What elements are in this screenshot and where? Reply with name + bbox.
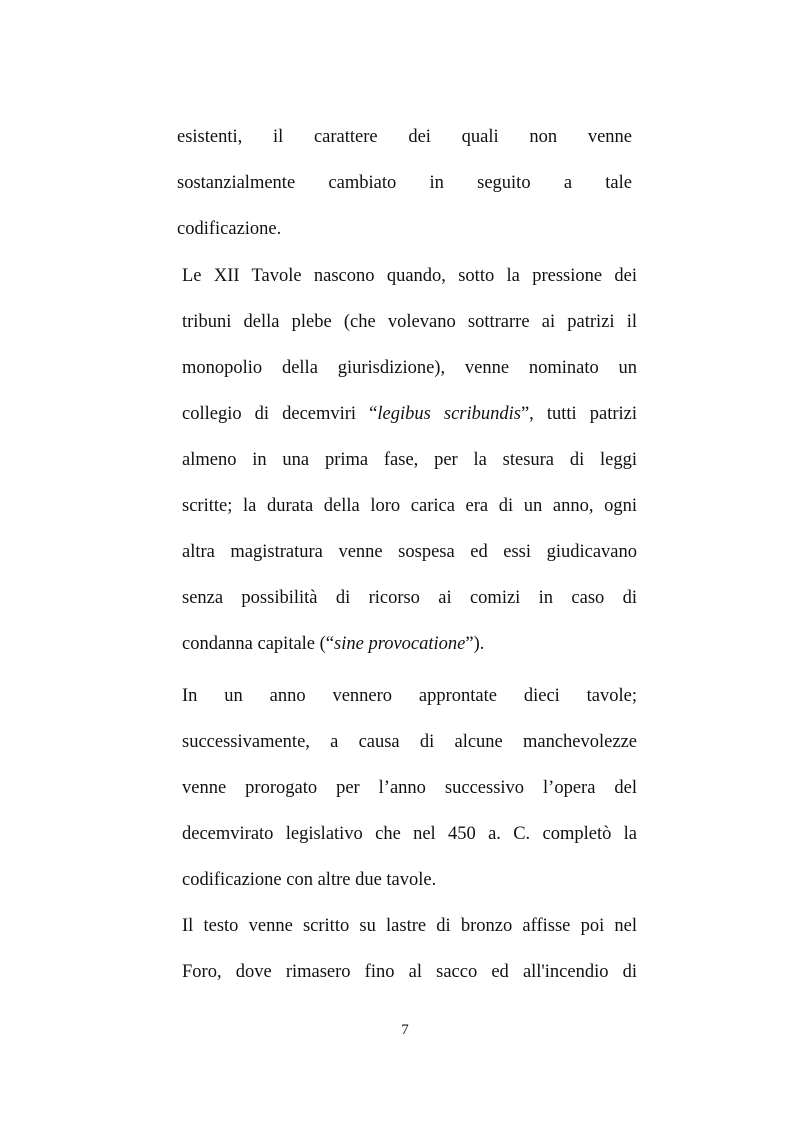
- text-line: [177, 206, 632, 252]
- latin-phrase: sine provocatione: [334, 634, 466, 654]
- text-line: [182, 483, 637, 529]
- text-line: [177, 160, 632, 206]
- paragraph-3: [182, 673, 637, 903]
- text-segment: decemvirato legislativo che nel 450 a. C. completò la: [182, 824, 637, 844]
- text-line: [177, 114, 632, 160]
- text-line: [182, 719, 637, 765]
- text-segment: codificazione con altre due tavole.: [182, 870, 437, 890]
- text-segment: collegio di decemviri “: [182, 404, 378, 424]
- paragraph-2: [182, 253, 637, 667]
- text-segment: codificazione.: [177, 219, 282, 239]
- text-line: [182, 857, 637, 903]
- text-segment: venne prorogato per l’anno successivo l’opera del: [182, 778, 637, 798]
- text-line: [182, 575, 637, 621]
- text-line: [182, 621, 637, 667]
- text-segment: ”).: [465, 634, 485, 654]
- text-segment: monopolio della giurisdizione), venne nominato un: [182, 358, 637, 378]
- text-segment: tribuni della plebe (che volevano sottrarre ai patrizi il: [182, 312, 637, 332]
- text-line: [182, 437, 637, 483]
- text-line: [182, 673, 637, 719]
- text-segment: condanna capitale (“: [182, 634, 335, 654]
- text-segment: successivamente, a causa di alcune manchevolezze: [182, 732, 637, 752]
- latin-phrase: legibus scribundis: [377, 404, 521, 424]
- text-segment: almeno in una prima fase, per la stesura di leggi: [182, 450, 637, 470]
- text-segment: ”, tutti patrizi: [520, 404, 637, 424]
- text-segment: Il testo venne scritto su lastre di bronzo affisse poi nel: [182, 916, 637, 936]
- text-segment: scritte; la durata della loro carica era di un anno, ogni: [182, 496, 637, 516]
- text-line: [182, 529, 637, 575]
- text-line: [182, 345, 637, 391]
- paragraph-1: [177, 114, 632, 252]
- text-segment: Le XII Tavole nascono quando, sotto la pressione dei: [182, 266, 637, 286]
- text-line: [182, 949, 637, 995]
- text-segment: In un anno vennero approntate dieci tavole;: [182, 686, 637, 706]
- text-segment: Foro, dove rimasero fino al sacco ed all'incendio di: [182, 962, 637, 982]
- text-segment: senza possibilità di ricorso ai comizi in caso di: [182, 588, 637, 608]
- text-segment: sostanzialmente cambiato in seguito a tale: [177, 173, 632, 193]
- page-number: 7: [401, 1022, 409, 1038]
- text-line: [182, 903, 637, 949]
- text-segment: esistenti, il carattere dei quali non venne: [177, 127, 632, 147]
- paragraph-4: [182, 903, 637, 995]
- text-line: [182, 299, 637, 345]
- text-line: [182, 253, 637, 299]
- text-line: [182, 391, 637, 437]
- text-line: [182, 811, 637, 857]
- text-line: [182, 765, 637, 811]
- text-segment: altra magistratura venne sospesa ed essi giudicavano: [182, 542, 637, 562]
